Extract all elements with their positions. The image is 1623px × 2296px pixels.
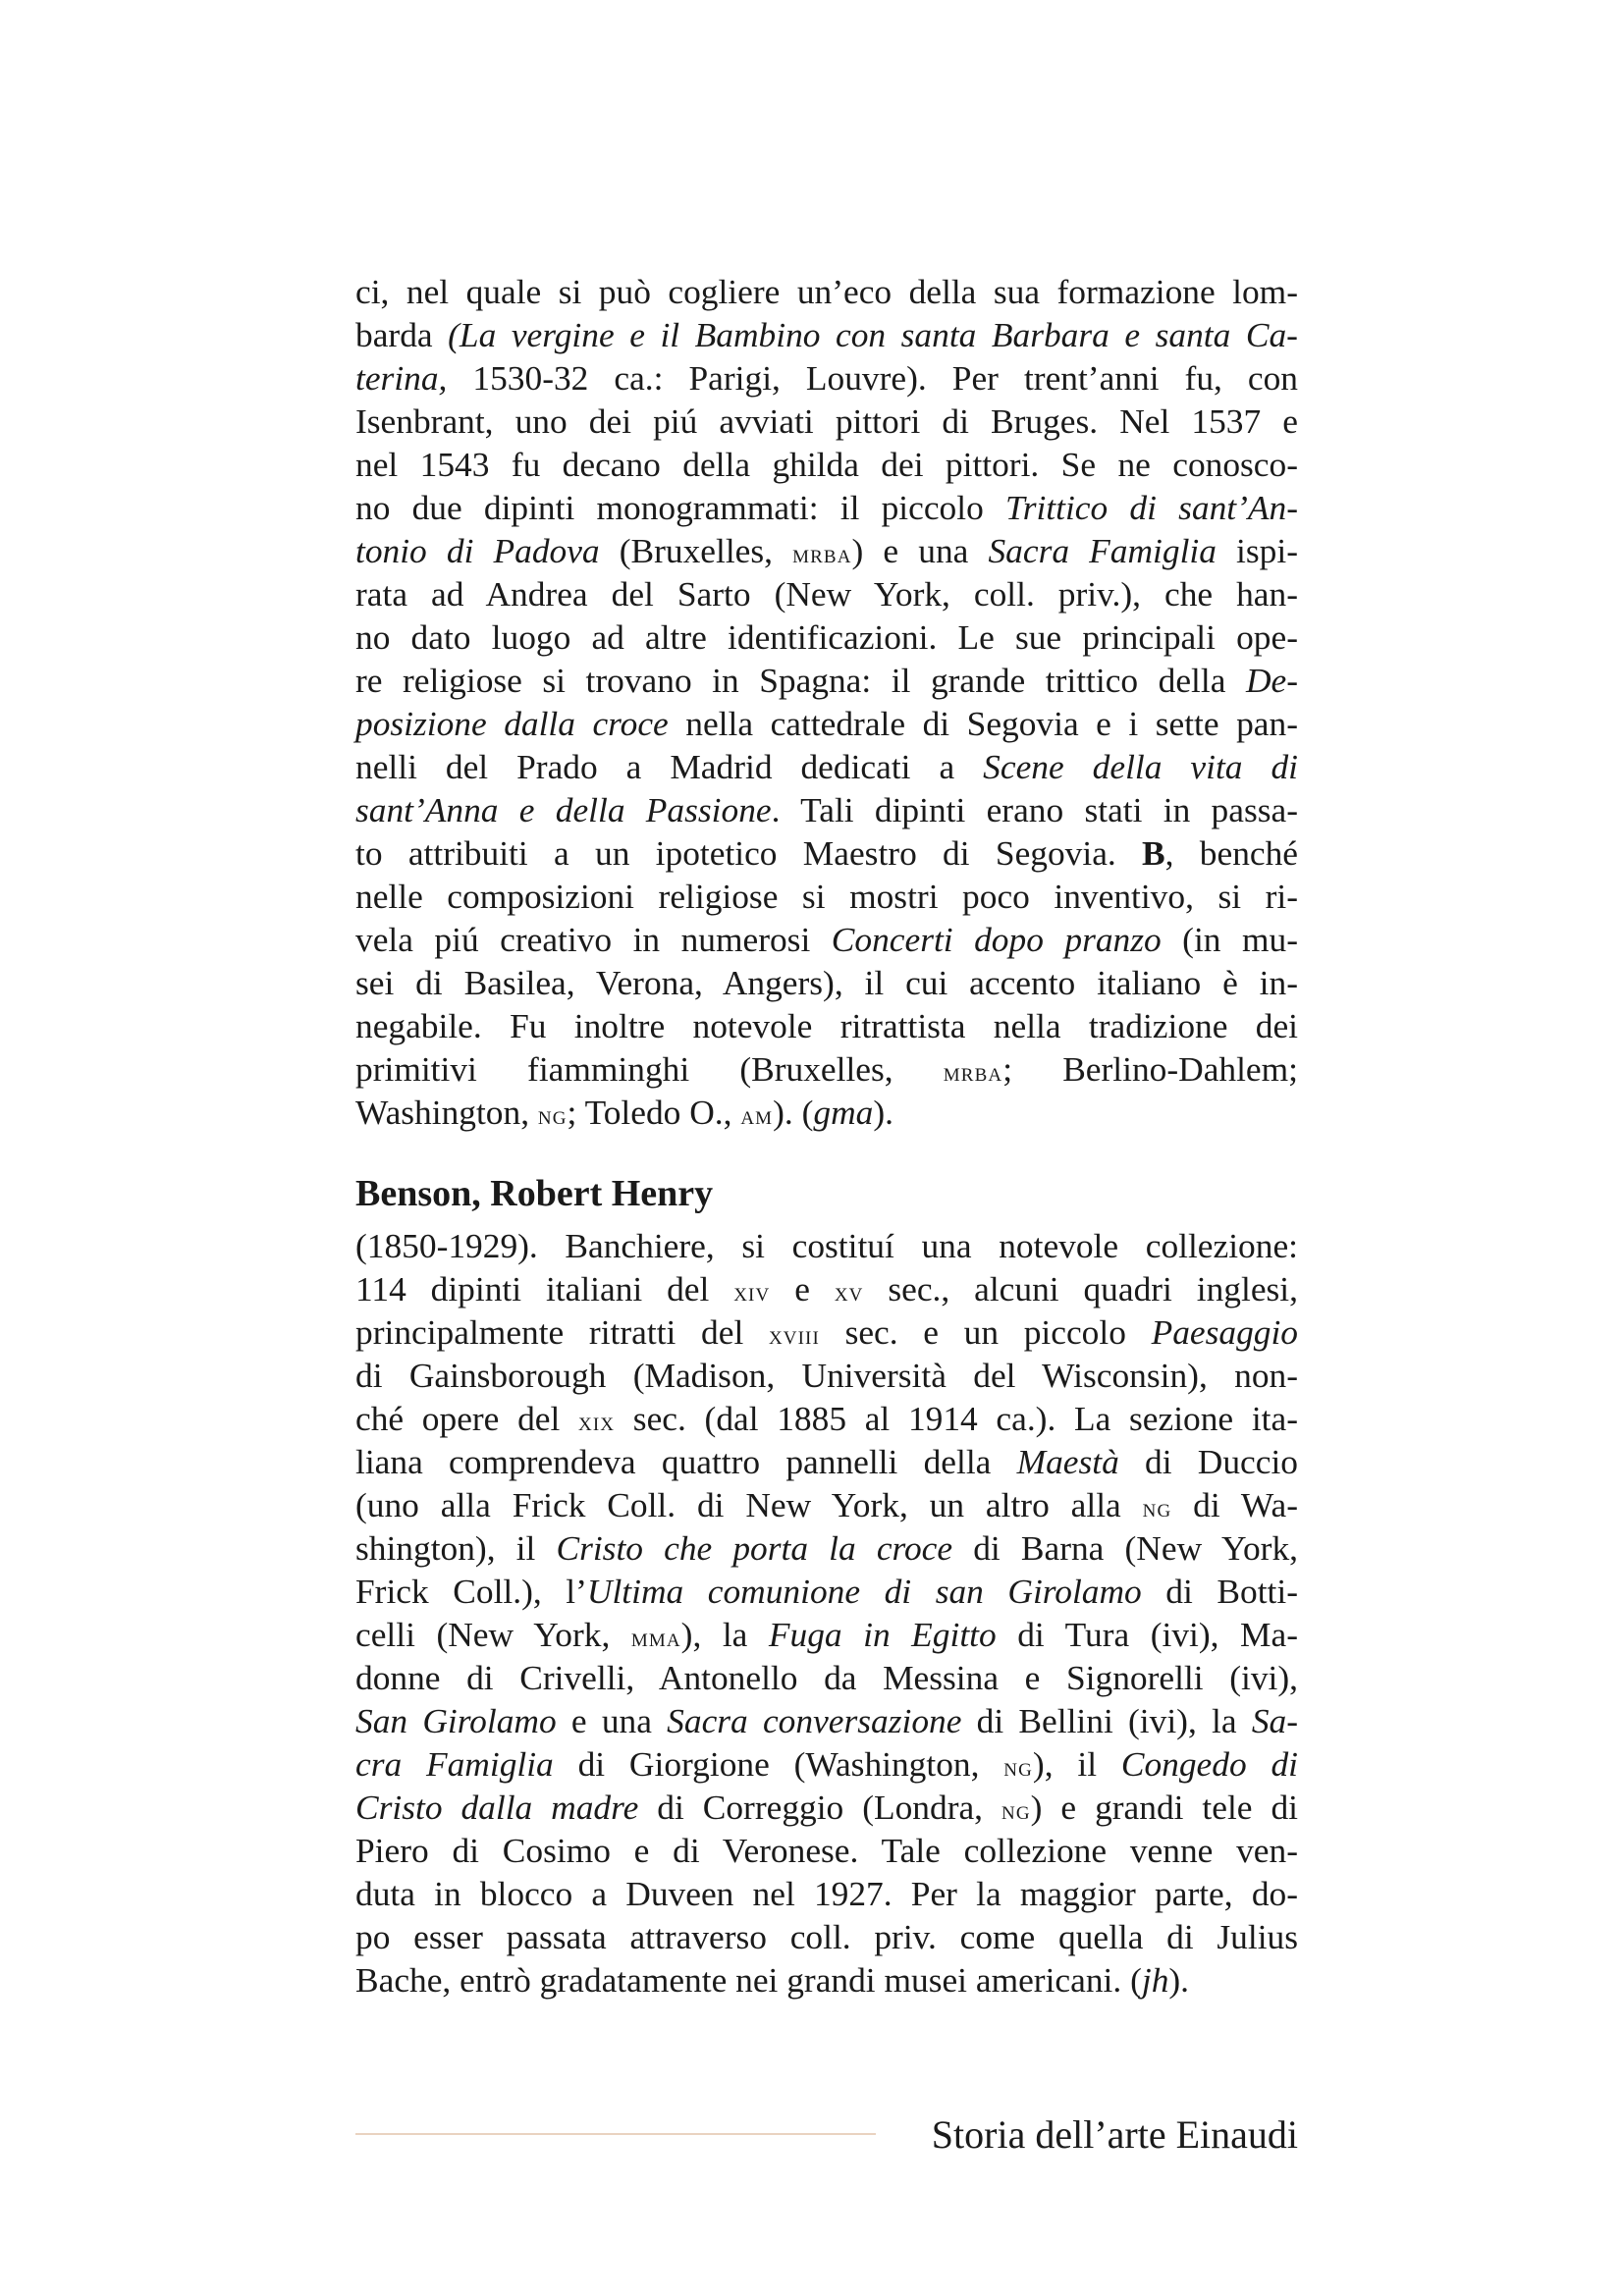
text-run: ; Berlino-Dahlem; [1002, 1049, 1298, 1089]
italic-title: Cristo che porta la croce [556, 1528, 953, 1568]
italic-title: gma [813, 1093, 874, 1132]
text-run: to attribuiti a un ipotetico Maestro di Segovia. [355, 833, 1143, 873]
text-line [355, 745, 1298, 788]
text-line [355, 1786, 1298, 1829]
text-run: Bache, entrò gradatamente nei grandi musei americani. ( [355, 1960, 1142, 2000]
italic-title: sant’Anna e della Passione [355, 790, 772, 829]
text-line [355, 356, 1298, 400]
text-run: Washington, [355, 1093, 538, 1132]
text-line [355, 875, 1298, 918]
italic-title: Fuga in Egitto [768, 1615, 997, 1654]
text-run: di Correggio (Londra, [638, 1788, 1001, 1827]
text-run: , benché [1164, 833, 1299, 873]
text-run: 114 dipinti italiani del [355, 1269, 734, 1308]
abbreviation: mma [630, 1622, 681, 1652]
text-run: shington), il [355, 1528, 557, 1568]
text-line [355, 529, 1298, 572]
text-line [355, 1656, 1298, 1699]
text-line [355, 615, 1298, 659]
text-run: re religiose si trovano in Spagna: il grande trittico della [355, 661, 1246, 700]
italic-title: San Girolamo [355, 1701, 557, 1740]
text-run: di Duccio [1118, 1442, 1298, 1481]
italic-title: Cristo dalla madre [355, 1788, 639, 1827]
text-run: ci, nel quale si può cogliere un’eco della sua formazione lom- [355, 272, 1298, 311]
text-run: principalmente ritratti del [355, 1312, 769, 1352]
footer-divider [355, 2133, 876, 2135]
italic-title: posizione dalla croce [355, 704, 669, 743]
text-run: di Botti- [1141, 1572, 1298, 1611]
text-run: di Bellini (ivi), la [961, 1701, 1252, 1740]
abbreviation: ng [1142, 1492, 1172, 1522]
text-run: sec. e un piccolo [819, 1312, 1152, 1352]
italic-title: Trittico di sant’An- [1004, 488, 1298, 527]
text-line [355, 659, 1298, 702]
text-run: vela piú creativo in numerosi [355, 920, 832, 959]
text-line [355, 1483, 1298, 1526]
text-run: e una [556, 1701, 668, 1740]
abbreviation: mrba [792, 538, 852, 568]
text-line [355, 1310, 1298, 1354]
text-run: sec., alcuni quadri inglesi, [863, 1269, 1298, 1308]
text-line [355, 313, 1298, 356]
abbreviation: ng [1003, 1751, 1033, 1782]
abbreviation: am [740, 1099, 774, 1130]
text-line [355, 1613, 1298, 1656]
text-run: celli (New York, [355, 1615, 631, 1654]
text-line [355, 831, 1298, 875]
entry-body-continued [355, 270, 1298, 1134]
text-run: di Gainsborough (Madison, Università del Wisconsin), non- [355, 1356, 1298, 1395]
text-line [355, 788, 1298, 831]
text-run: ) e una [851, 531, 989, 570]
text-line [355, 1397, 1298, 1440]
text-run: ). [873, 1093, 894, 1132]
abbreviation: ng [537, 1099, 568, 1130]
text-run: ). [1168, 1960, 1190, 2000]
abbreviation: xviii [768, 1319, 820, 1350]
abbreviation: mrba [943, 1056, 1003, 1087]
bold-initial: B [1142, 833, 1165, 873]
text-line [355, 1004, 1298, 1047]
text-line [355, 486, 1298, 529]
entry-title: Benson, Robert Henry [355, 1173, 714, 1214]
footer-publisher: Storia dell’arte Einaudi [931, 2112, 1298, 2157]
text-run: (1850-1929). Banchiere, si costituí una notevole collezione: [355, 1226, 1298, 1265]
text-line [355, 1570, 1298, 1613]
text-run: di Wa- [1171, 1485, 1298, 1524]
text-line [355, 1742, 1298, 1786]
italic-title: terina, [355, 358, 448, 398]
italic-title: Sa- [1251, 1701, 1298, 1740]
text-run: (Bruxelles, [599, 531, 793, 570]
text-line [355, 1440, 1298, 1483]
text-line [355, 400, 1298, 443]
text-run: donne di Crivelli, Antonello da Messina e Signorelli (ivi), [355, 1658, 1298, 1697]
text-line [355, 1047, 1298, 1091]
italic-title: Sacra conversazione [667, 1701, 962, 1740]
text-line [355, 572, 1298, 615]
italic-title: Sacra Famiglia [988, 531, 1217, 570]
text-run: negabile. Fu inoltre notevole ritrattista nella tradizione dei [355, 1006, 1298, 1045]
abbreviation: ng [1001, 1794, 1031, 1825]
text-run: barda [355, 315, 449, 354]
text-run: . Tali dipinti erano stati in passa- [771, 790, 1298, 829]
italic-title: (La vergine e il Bambino con santa Barbara e santa Ca- [448, 315, 1298, 354]
text-line [355, 1354, 1298, 1397]
text-run: di Giorgione (Washington, [553, 1744, 1004, 1784]
text-run: Frick Coll.), l’ [355, 1572, 587, 1611]
italic-title: jh [1141, 1960, 1169, 2000]
text-line [355, 1224, 1298, 1267]
text-run: primitivi fiamminghi (Bruxelles, [355, 1049, 944, 1089]
text-line [355, 918, 1298, 961]
text-line [355, 1958, 1298, 2002]
italic-title: cra Famiglia [355, 1744, 554, 1784]
text-column [355, 270, 1298, 2002]
text-run: ), la [680, 1615, 769, 1654]
abbreviation: xix [578, 1406, 616, 1436]
text-line [355, 1091, 1298, 1134]
text-run: nelli del Prado a Madrid dedicati a [355, 747, 984, 786]
text-line [355, 1526, 1298, 1570]
text-run: no dato luogo ad altre identificazioni. Le sue principali ope- [355, 617, 1298, 657]
text-run: Isenbrant, uno dei piú avviati pittori di Bruges. Nel 1537 e [355, 401, 1298, 441]
text-run: ché opere del [355, 1399, 579, 1438]
text-run: Piero di Cosimo e di Veronese. Tale collezione venne ven- [355, 1831, 1298, 1870]
text-run: duta in blocco a Duveen nel 1927. Per la maggior parte, do- [355, 1874, 1298, 1913]
text-line [355, 443, 1298, 486]
italic-title: Congedo di [1120, 1744, 1298, 1784]
italic-title: Concerti dopo pranzo [831, 920, 1162, 959]
text-run: rata ad Andrea del Sarto (New York, coll. priv.), che han- [355, 574, 1298, 614]
text-line [355, 1829, 1298, 1872]
text-run: liana comprendeva quattro pannelli della [355, 1442, 1017, 1481]
text-run: no due dipinti monogrammati: il piccolo [355, 488, 1005, 527]
text-run: nelle composizioni religiose si mostri poco inventivo, si ri- [355, 877, 1298, 916]
text-line [355, 1915, 1298, 1958]
italic-title: Ultima comunione di san Girolamo [586, 1572, 1142, 1611]
italic-title: Scene della vita di [983, 747, 1298, 786]
text-run: e [770, 1269, 835, 1308]
italic-title: De- [1245, 661, 1298, 700]
text-run: 1530-32 ca.: Parigi, Louvre). Per trent’anni fu, con [447, 358, 1298, 398]
text-run: (in mu- [1161, 920, 1298, 959]
text-run: di Tura (ivi), Ma- [996, 1615, 1298, 1654]
text-run: sei di Basilea, Verona, Angers), il cui accento italiano è in- [355, 963, 1298, 1002]
text-run: ), il [1032, 1744, 1121, 1784]
text-run: (uno alla Frick Coll. di New York, un altro alla [355, 1485, 1143, 1524]
text-run: ) e grandi tele di [1030, 1788, 1299, 1827]
italic-title: tonio di Padova [355, 531, 600, 570]
text-run: sec. (dal 1885 al 1914 ca.). La sezione ita- [615, 1399, 1298, 1438]
text-line [355, 1699, 1298, 1742]
text-run: ispi- [1216, 531, 1298, 570]
abbreviation: xiv [733, 1276, 771, 1307]
text-run: ). ( [773, 1093, 814, 1132]
entry-body [355, 1224, 1298, 2002]
text-run: nel 1543 fu decano della ghilda dei pittori. Se ne conosco- [355, 445, 1298, 484]
text-run: po esser passata attraverso coll. priv. come quella di Julius [355, 1917, 1298, 1956]
text-run: ; Toledo O., [567, 1093, 741, 1132]
text-line [355, 1872, 1298, 1915]
text-line [355, 961, 1298, 1004]
italic-title: Maestà [1016, 1442, 1119, 1481]
text-line [355, 702, 1298, 745]
text-run: di Barna (New York, [952, 1528, 1298, 1568]
text-line [355, 1267, 1298, 1310]
text-run: nella cattedrale di Segovia e i sette pan- [668, 704, 1298, 743]
abbreviation: xv [834, 1276, 864, 1307]
text-line [355, 270, 1298, 313]
italic-title: Paesaggio [1151, 1312, 1298, 1352]
